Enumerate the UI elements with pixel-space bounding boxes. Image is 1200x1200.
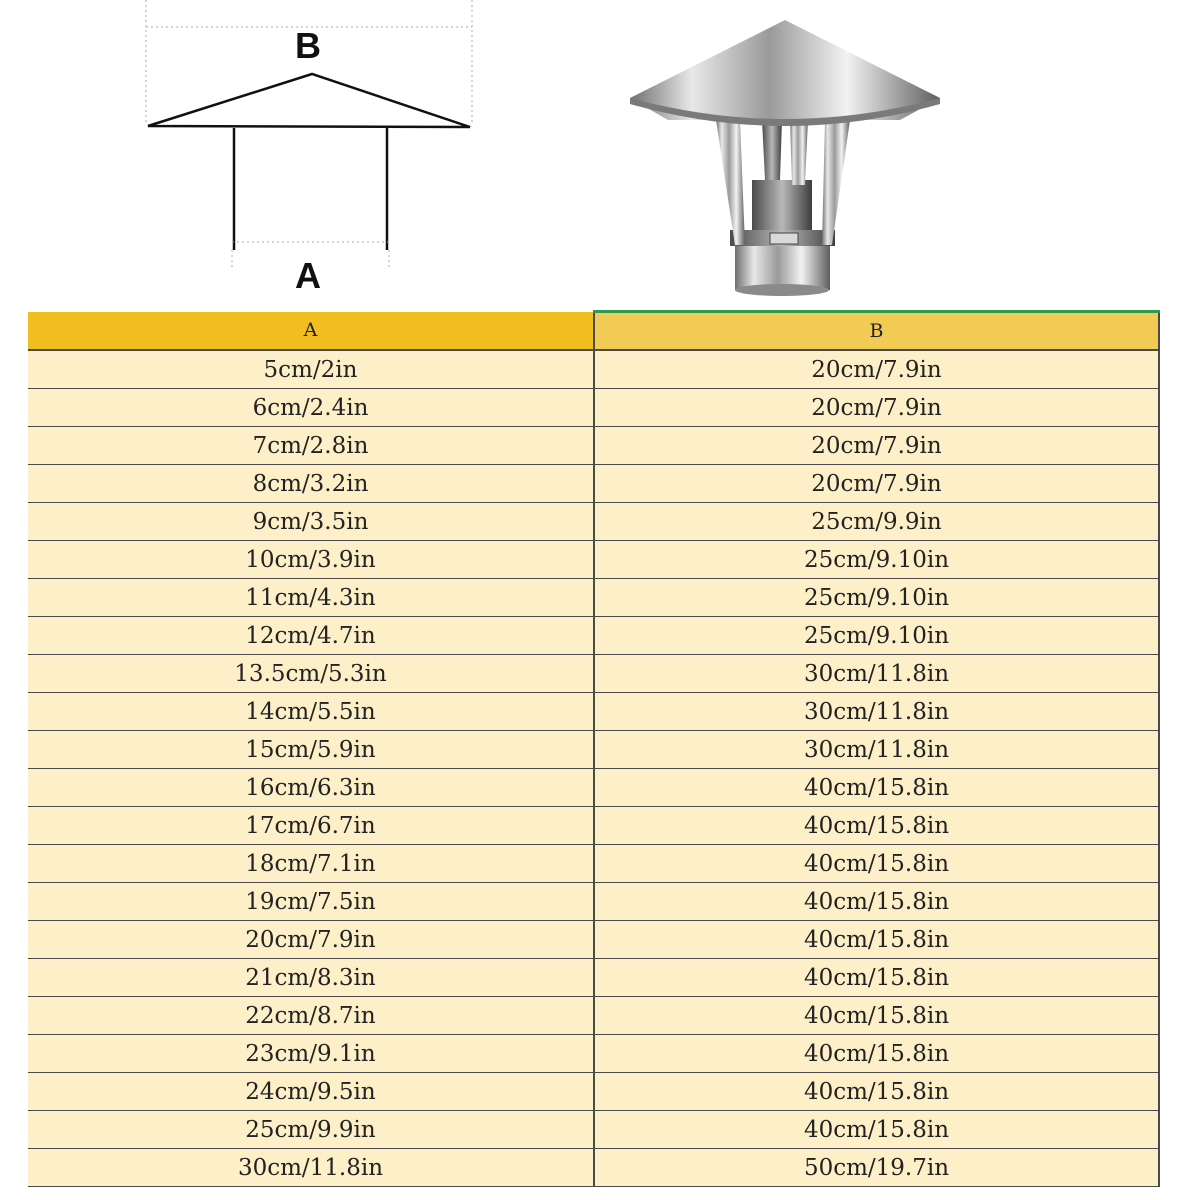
- cell-b: 40cm/15.8in: [594, 845, 1159, 883]
- cell-a: 15cm/5.9in: [28, 731, 594, 769]
- table-row: [28, 503, 1159, 541]
- table-row: [28, 769, 1159, 807]
- cell-a: 23cm/9.1in: [28, 1035, 594, 1073]
- cell-a: 18cm/7.1in: [28, 845, 594, 883]
- cell-b: 40cm/15.8in: [594, 1111, 1159, 1149]
- cell-a: 19cm/7.5in: [28, 883, 594, 921]
- cell-b: 20cm/7.9in: [594, 465, 1159, 503]
- table-row: [28, 693, 1159, 731]
- cell-b: 40cm/15.8in: [594, 997, 1159, 1035]
- cell-b: 25cm/9.10in: [594, 617, 1159, 655]
- cell-a: 17cm/6.7in: [28, 807, 594, 845]
- cell-b: 25cm/9.10in: [594, 579, 1159, 617]
- cap-outline: [148, 74, 470, 127]
- dimension-drawing: [146, 0, 472, 296]
- table-row: [28, 389, 1159, 427]
- table-row: [28, 997, 1159, 1035]
- table-row: [28, 807, 1159, 845]
- column-header-b: B: [594, 312, 1159, 351]
- cell-a: 24cm/9.5in: [28, 1073, 594, 1111]
- dimension-label-b: B: [295, 25, 321, 66]
- table-row: [28, 845, 1159, 883]
- cell-b: 40cm/15.8in: [594, 1073, 1159, 1111]
- table-row: [28, 731, 1159, 769]
- cell-a: 14cm/5.5in: [28, 693, 594, 731]
- cell-b: 40cm/15.8in: [594, 883, 1159, 921]
- cell-b: 25cm/9.9in: [594, 503, 1159, 541]
- cell-a: 22cm/8.7in: [28, 997, 594, 1035]
- cell-b: 40cm/15.8in: [594, 921, 1159, 959]
- cell-a: 20cm/7.9in: [28, 921, 594, 959]
- cell-a: 16cm/6.3in: [28, 769, 594, 807]
- table-row: [28, 541, 1159, 579]
- cell-b: 30cm/11.8in: [594, 693, 1159, 731]
- cell-a: 12cm/4.7in: [28, 617, 594, 655]
- cell-a: 21cm/8.3in: [28, 959, 594, 997]
- table-header-row: [28, 312, 1159, 351]
- cell-b: 40cm/15.8in: [594, 807, 1159, 845]
- cell-b: 20cm/7.9in: [594, 350, 1159, 389]
- cell-a: 8cm/3.2in: [28, 465, 594, 503]
- cell-a: 5cm/2in: [28, 350, 594, 389]
- product-diagram: [0, 0, 1200, 310]
- table-row: [28, 655, 1159, 693]
- cell-a: 9cm/3.5in: [28, 503, 594, 541]
- cell-b: 40cm/15.8in: [594, 959, 1159, 997]
- cell-a: 13.5cm/5.3in: [28, 655, 594, 693]
- table-row: [28, 921, 1159, 959]
- cell-b: 25cm/9.10in: [594, 541, 1159, 579]
- cell-b: 40cm/15.8in: [594, 769, 1159, 807]
- cell-b: 20cm/7.9in: [594, 427, 1159, 465]
- table-row: [28, 427, 1159, 465]
- table-row: [28, 350, 1159, 389]
- size-table: [28, 310, 1160, 1187]
- table-row: [28, 617, 1159, 655]
- cell-a: 30cm/11.8in: [28, 1149, 594, 1187]
- dimension-label-a: A: [295, 255, 321, 296]
- table-row: [28, 1073, 1159, 1111]
- cell-a: 7cm/2.8in: [28, 427, 594, 465]
- table-row: [28, 883, 1159, 921]
- cell-a: 10cm/3.9in: [28, 541, 594, 579]
- cell-a: 25cm/9.9in: [28, 1111, 594, 1149]
- table-row: [28, 579, 1159, 617]
- table-row: [28, 465, 1159, 503]
- table-row: [28, 1035, 1159, 1073]
- column-header-a: A: [28, 312, 594, 351]
- chimney-cap-photo: [630, 20, 940, 296]
- table-row: [28, 959, 1159, 997]
- cell-b: 50cm/19.7in: [594, 1149, 1159, 1187]
- cell-b: 20cm/7.9in: [594, 389, 1159, 427]
- cell-a: 6cm/2.4in: [28, 389, 594, 427]
- cell-b: 30cm/11.8in: [594, 731, 1159, 769]
- cell-b: 40cm/15.8in: [594, 1035, 1159, 1073]
- cell-b: 30cm/11.8in: [594, 655, 1159, 693]
- cell-a: 11cm/4.3in: [28, 579, 594, 617]
- table-row: [28, 1149, 1159, 1187]
- table-row: [28, 1111, 1159, 1149]
